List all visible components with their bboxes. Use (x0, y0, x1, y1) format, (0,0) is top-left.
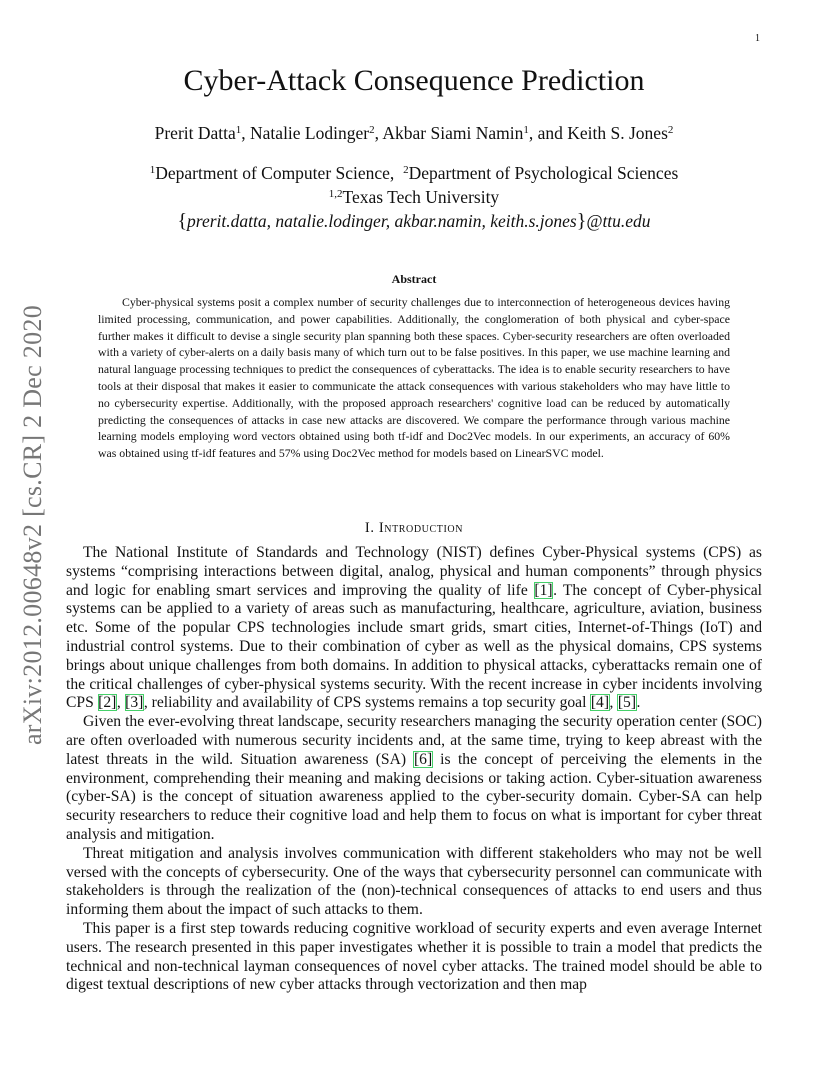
email-users: prerit.datta, natalie.lodinger, akbar.namin, keith.s.jones (187, 211, 577, 231)
author-name: Keith S. Jones (567, 123, 668, 143)
affiliations (66, 161, 762, 233)
citation-link[interactable]: [3] (125, 694, 144, 712)
section-title: Introduction (378, 520, 464, 536)
citation-link[interactable]: [4] (590, 694, 610, 712)
citation-link[interactable]: [1] (534, 581, 553, 599)
arxiv-stamp (18, 295, 48, 755)
author-list: Prerit Datta$^1$, Natalie Lodinger$^2$, Akbar Siami Namin$^1$, and Keith S. Jones$^2$ (154, 123, 674, 143)
arxiv-stamp-text: arXiv:2012.00648v2 [cs.CR] 2 Dec 2020 (18, 304, 47, 746)
email-domain: @ttu.edu (586, 211, 651, 231)
author-affiliation-mark: 1 (235, 124, 242, 136)
citation-link[interactable]: [2] (98, 694, 117, 712)
author-name: Prerit Datta (154, 123, 236, 143)
author-affiliation-mark: 2 (369, 124, 375, 136)
department-2: Department of Psychological Sciences (408, 163, 679, 183)
citation-link[interactable]: [6] (413, 750, 433, 768)
department-1: Department of Computer Science, (155, 163, 395, 183)
author-affiliation-mark: 1 (523, 124, 529, 136)
abstract-text: Cyber-physical systems posit a complex number of security challenges due to interconnection of heterogeneous devices having limited processing, communication, and power capabilities. Additionally, the conglomeration of both physical and cyber-space further makes it difficult to devise a single security plan spanning both these spaces. Cyber-security researchers are often overloaded with a variety of cyber-alerts on a daily basis many of which turn out to be false positives. In this paper, we use machine learning and natural language processing techniques to predict the consequences of cyberattacks. The idea is to enable security researchers to have tools at their disposal that makes it easier to communicate the attack consequences with various stakeholders who may have little to no cybersecurity expertise. Additionally, with the proposed approach researchers' cognitive load can be reduced by automatically predicting the consequences of attacks in case new attacks are discovered. We compare the performance through various machine learning models employing word vectors obtained using both tf-idf and Doc2Vec models. In our experiments, an accuracy of 60% was obtained using tf-idf features and 57% using Doc2Vec method for models based on LinearSVC model. (98, 295, 730, 461)
paragraph: Given the ever-evolving threat landscape, security researchers managing the security operation center (SOC) are often overloaded with numerous security incidents and, at the same time, trying to keep abreast with the latest threats in the wild. Situation awareness (SA) [6] is the concept of perceiving the elements in the environment, comprehending their meaning and making decisions or taking action. Cyber-situation awareness (cyber-SA) is the concept of situation awareness applied to the cyber-security domain. Cyber-SA can help security researchers to reduce their cognitive load and help them to focus on what is important for cyber threat analysis and mitigation. (66, 713, 762, 843)
university-line: $^{1,2}$Texas Tech University (328, 187, 500, 207)
paragraph: The National Institute of Standards and Technology (NIST) defines Cyber-Physical systems (CPS) as systems “comprising interactions between digital, analog, physical and human components” through physics and logic for enabling smart services and improving the quality of life [1]. The concept of Cyber-physical systems can be applied to a variety of areas such as manufacturing, healthcare, agriculture, aviation, business etc. Some of the popular CPS technologies include smart grids, smart cities, Internet-of-Things (IoT) and industrial control systems. Due to their combination of cyber as well as the physical domains, CPS systems brings about unique challenges from both domains. In addition to physical attacks, cyberattacks remain one of the critical challenges of cyber-physical systems security. With the recent increase in cyber incidents involving CPS [2], [3], reliability and availability of CPS systems remains a top security goal [4], [5]. (66, 544, 762, 712)
body-text (66, 544, 762, 995)
paragraph: Threat mitigation and analysis involves communication with different stakeholders who may not be well versed with the concepts of cybersecurity. One of the ways that cybersecurity personnel can communicate with stakeholders is through the realization of the (non)-technical consequences of attacks to end users and thus informing them about the impact of such attacks to them. (66, 844, 762, 919)
email-line: {prerit.datta, natalie.lodinger, akbar.namin, keith.s.jones}@ttu.edu (177, 210, 651, 232)
citation-link[interactable]: [5] (617, 694, 637, 712)
department-line: $^1$Department of Computer Science, $^2$Department of Psychological Sciences (149, 163, 679, 183)
university: Texas Tech University (342, 187, 500, 207)
section-heading (66, 520, 762, 537)
paragraph: This paper is a first step towards reducing cognitive workload of security experts and even average Internet users. The research presented in this paper investigates whether it is possible to train a model that predicts the technical and non-technical layman consequences of novel cyber attacks. The trained model should be able to digest textual descriptions of new cyber attacks through vectorization and then map (66, 919, 762, 994)
section-number: I. (364, 520, 375, 536)
abstract-heading: Abstract (391, 272, 437, 286)
author-affiliation-mark: 2 (667, 124, 674, 136)
page-number: 1 (755, 33, 760, 44)
author-name: Akbar Siami Namin (382, 123, 524, 143)
paper-title: Cyber-Attack Consequence Prediction (183, 64, 645, 97)
author-name: Natalie Lodinger (250, 123, 370, 143)
